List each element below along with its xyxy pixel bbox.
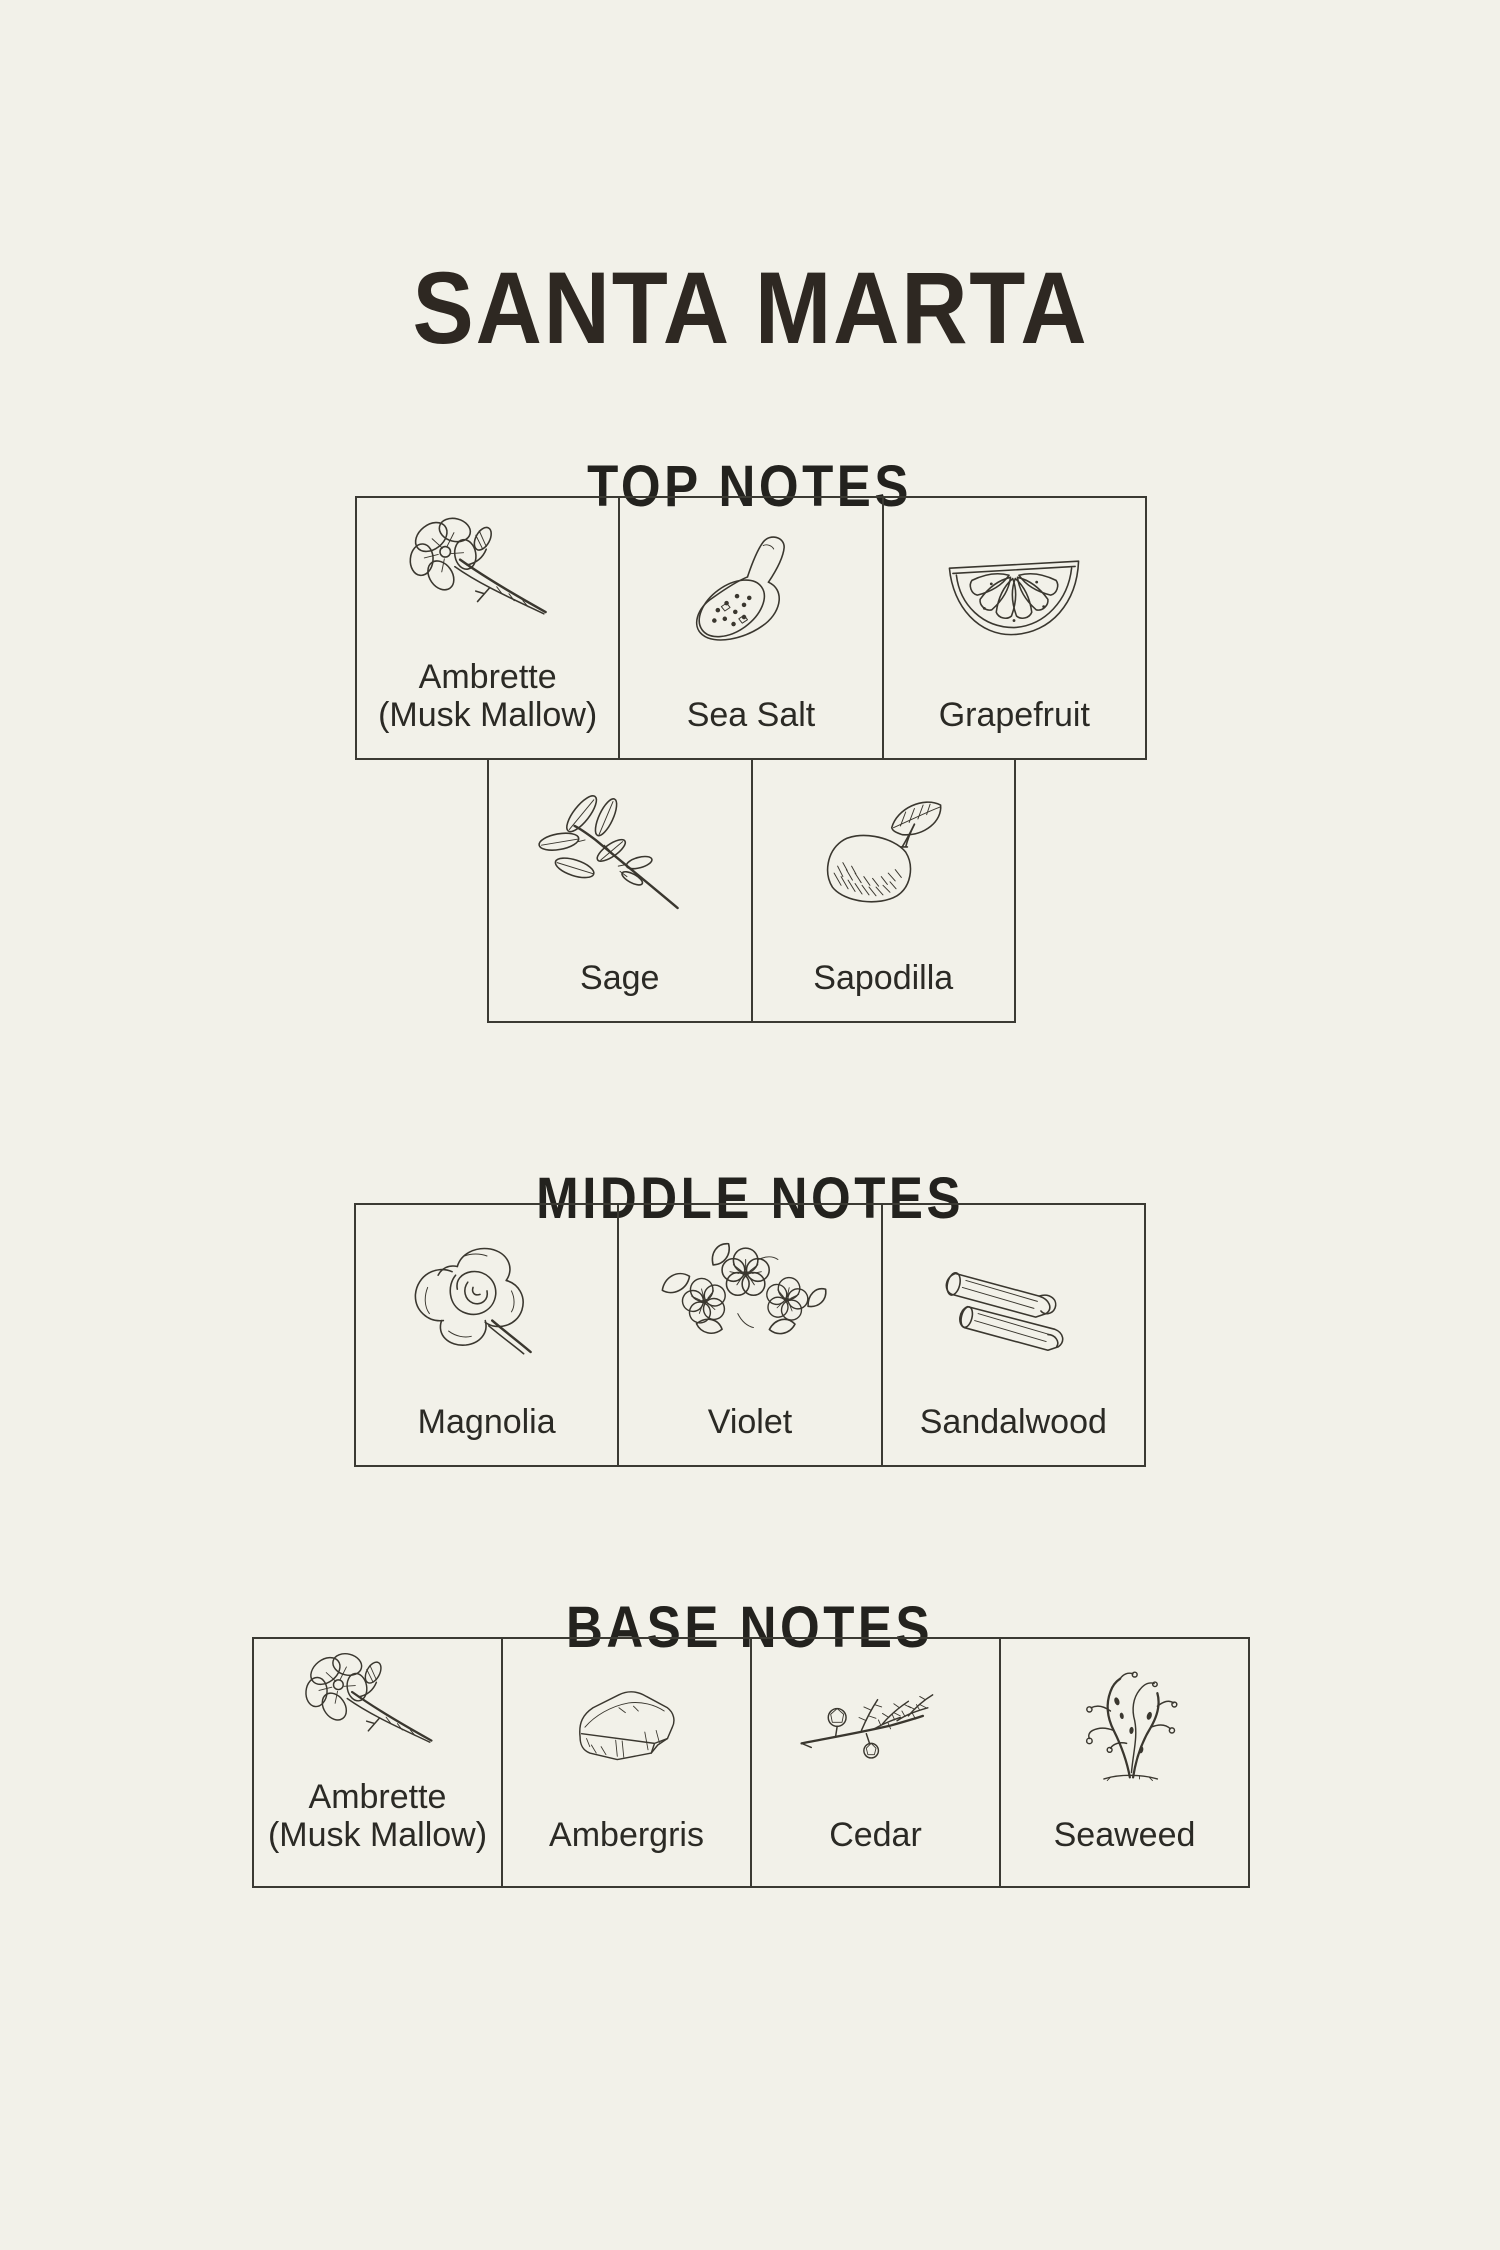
sapodilla-fruit-icon bbox=[753, 760, 1015, 959]
section-heading-base-notes: BASE NOTES bbox=[566, 1595, 934, 1661]
note-cell-ambrette-base bbox=[254, 1639, 501, 1886]
note-cell-cedar bbox=[750, 1639, 999, 1886]
ambrette-flower-icon bbox=[357, 498, 618, 658]
section-heading-top-notes: TOP NOTES bbox=[587, 454, 913, 520]
note-cell-ambrette bbox=[357, 498, 618, 758]
note-cell-ambergris bbox=[501, 1639, 750, 1886]
sandalwood-logs-icon bbox=[883, 1205, 1144, 1403]
note-label: Sage bbox=[580, 959, 660, 997]
note-label: Cedar bbox=[829, 1816, 922, 1854]
violet-flowers-icon bbox=[619, 1205, 880, 1403]
cedar-branch-icon bbox=[752, 1639, 999, 1816]
page-title bbox=[0, 251, 1500, 366]
sage-sprig-icon bbox=[489, 760, 751, 959]
note-label: Ambrette (Musk Mallow) bbox=[267, 1778, 488, 1854]
sea-salt-scoop-icon bbox=[620, 498, 881, 696]
top-notes-grid-row-1 bbox=[355, 496, 1147, 760]
magnolia-flower-icon bbox=[356, 1205, 617, 1403]
note-label: Seaweed bbox=[1053, 1816, 1196, 1854]
seaweed-icon bbox=[1001, 1639, 1248, 1816]
note-label: Ambrette (Musk Mallow) bbox=[378, 658, 598, 734]
page-title-text: SANTA MARTA bbox=[412, 251, 1088, 366]
grapefruit-slice-icon bbox=[884, 498, 1145, 696]
note-cell-sandalwood bbox=[881, 1205, 1144, 1465]
note-cell-sea-salt bbox=[618, 498, 881, 758]
note-cell-magnolia bbox=[356, 1205, 617, 1465]
note-label: Grapefruit bbox=[938, 696, 1090, 734]
note-label: Sea Salt bbox=[686, 696, 816, 734]
note-label: Magnolia bbox=[417, 1403, 556, 1441]
note-cell-seaweed bbox=[999, 1639, 1248, 1886]
ambrette-flower-icon bbox=[254, 1639, 501, 1778]
note-cell-violet bbox=[617, 1205, 880, 1465]
base-notes-grid bbox=[252, 1637, 1250, 1888]
note-cell-sage bbox=[489, 760, 751, 1021]
note-label: Sandalwood bbox=[919, 1403, 1107, 1441]
note-label: Sapodilla bbox=[813, 959, 954, 997]
top-notes-grid-row-2 bbox=[487, 758, 1016, 1023]
section-heading-middle-notes: MIDDLE NOTES bbox=[536, 1166, 964, 1232]
note-cell-sapodilla bbox=[751, 760, 1015, 1021]
middle-notes-grid bbox=[354, 1203, 1146, 1467]
note-cell-grapefruit bbox=[882, 498, 1145, 758]
note-label: Violet bbox=[707, 1403, 793, 1441]
note-label: Ambergris bbox=[549, 1816, 704, 1854]
ambergris-rock-icon bbox=[503, 1639, 750, 1816]
